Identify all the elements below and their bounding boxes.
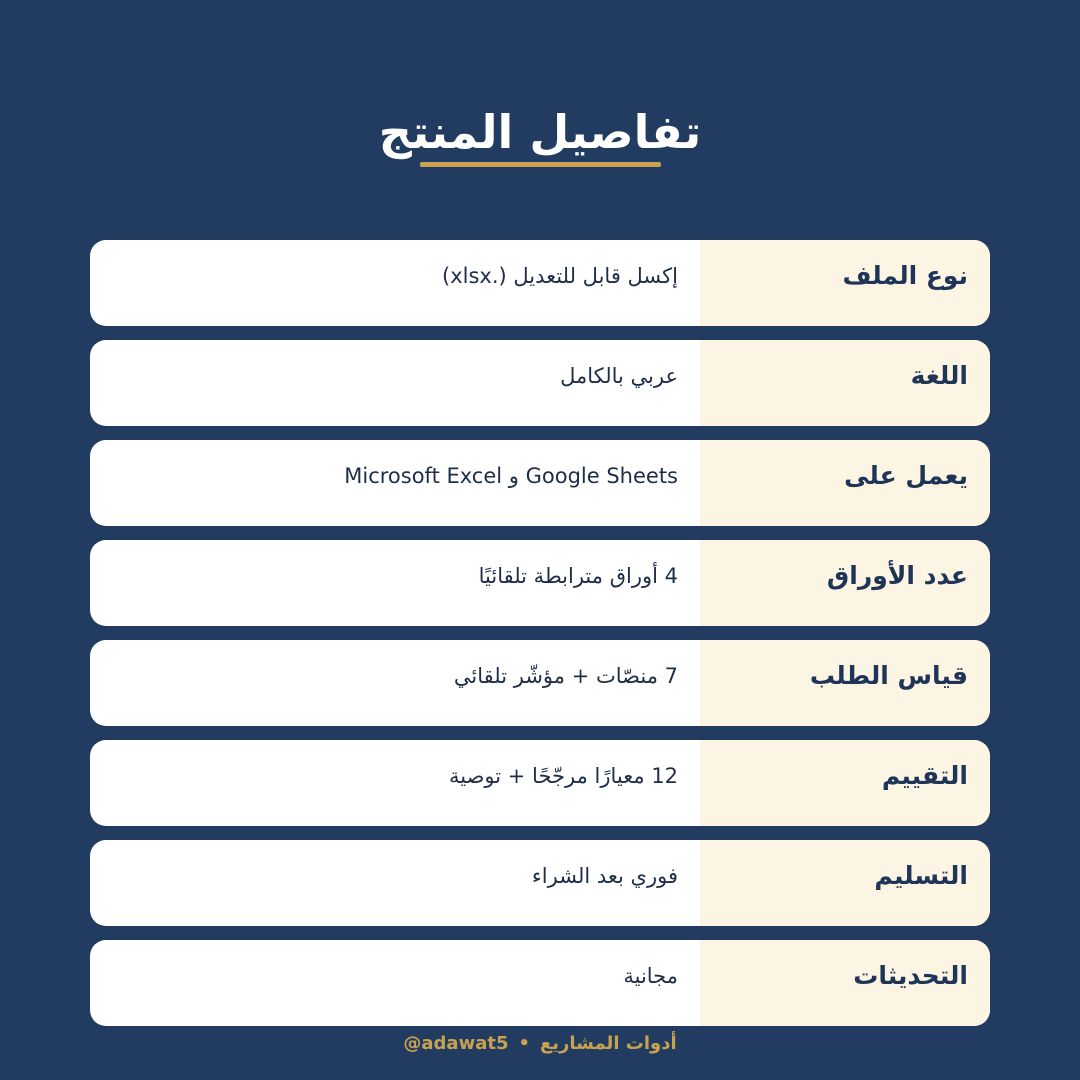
row-key: التسليم [874,861,968,890]
row-value: إكسل قابل للتعديل (.xlsx) [442,264,678,288]
row-key-cell [700,240,990,326]
header [0,92,1080,172]
row-value: 7 منصّات + مؤشّر تلقائي [453,664,678,688]
row-value: فوري بعد الشراء [531,864,678,888]
row-key-cell [700,740,990,826]
row-key: اللغة [910,361,968,390]
row-key: عدد الأوراق [826,561,968,590]
row-value: 4 أوراق مترابطة تلقائيًا [478,564,678,588]
row-value: 12 معيارًا مرجّحًا + توصية [448,764,678,788]
row-key: يعمل على [844,461,968,490]
row-key-cell [700,640,990,726]
row-key: التقييم [881,761,968,790]
footer-brand: أدوات المشاريع [540,1033,677,1054]
row-value: مجانية [623,964,678,988]
detail-row-language [90,340,990,426]
detail-row-demand [90,640,990,726]
detail-row-file-type [90,240,990,326]
row-key-cell [700,440,990,526]
row-key: نوع الملف [842,261,968,290]
title-underline [420,162,661,167]
detail-row-sheet-count [90,540,990,626]
row-key: التحديثات [853,961,968,990]
detail-row-delivery [90,840,990,926]
row-key-cell [700,340,990,426]
detail-row-works-on [90,440,990,526]
footer [0,1026,1080,1062]
row-key-cell [700,540,990,626]
row-key: قياس الطلب [809,661,968,690]
detail-row-updates [90,940,990,1026]
page-title: تفاصيل المنتج [378,105,702,159]
row-value: Google Sheets و Microsoft Excel [344,464,678,488]
row-key-cell [700,940,990,1026]
footer-handle: @adawat5 [403,1033,509,1054]
footer-separator: • [518,1033,530,1054]
detail-row-rating [90,740,990,826]
row-key-cell [700,840,990,926]
row-value: عربي بالكامل [560,364,678,388]
